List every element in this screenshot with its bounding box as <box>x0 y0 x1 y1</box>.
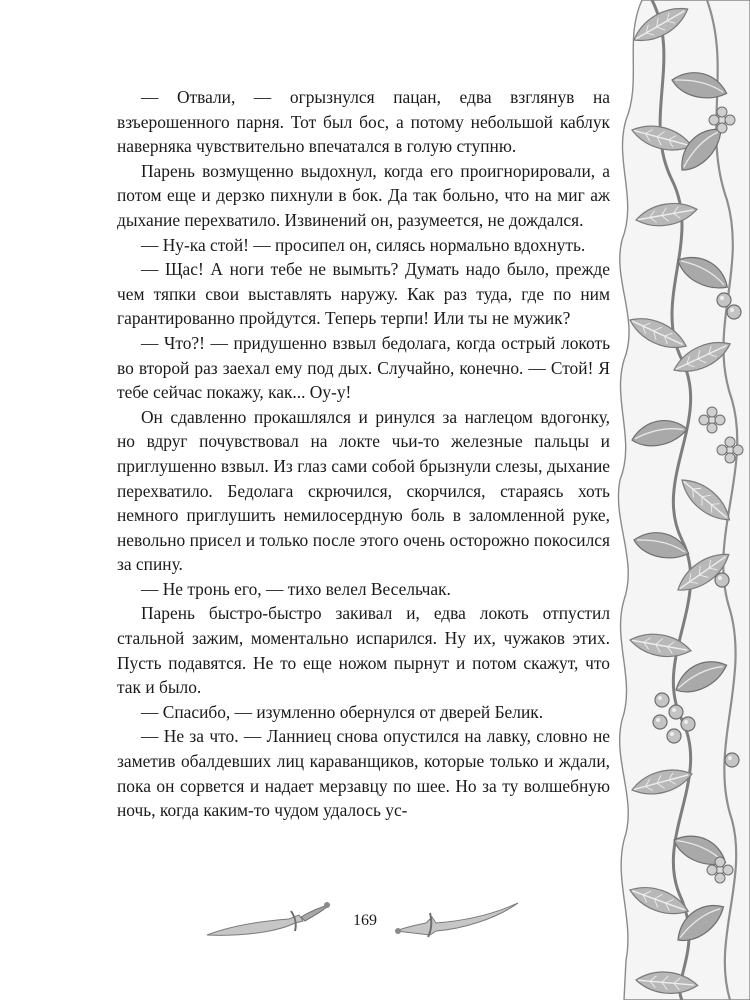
right-dagger-ornament <box>392 895 522 945</box>
paragraph: Он сдавленно прокашлялся и ринулся за наглецом вдогонку, но вдруг почувствовал на локте чьи-то железные пальцы и приглушенно взвыл. Из глаз сами собой брызнули слезы, дыхание перехватило. Бедолага скрючился, скорчился, стараясь хоть немного приглушить немилосердную боль в заломленной руке, невольно присел и только после этого очень осторожно покосился за спину. <box>117 406 610 575</box>
paragraph: Парень возмущенно выдохнул, когда его проигнорировали, а потом еще и дерзко пихнули в бок. Да так больно, что на миг аж дыхание перехватило. Извинений он, разумеется, не дождался. <box>117 160 610 230</box>
paragraph: — Спасибо, — изумленно обернулся от дверей Белик. <box>141 701 544 722</box>
paragraph: — Не за что. — Ланниец снова опустился на лавку, словно не заметив обалдевших лиц караванщиков, которые только и ждали, пока он сорвется и надает мерзавцу по шее. Но за ту волшебную ночь, когда каким-то чудом удалось ус- <box>117 726 610 821</box>
paragraph: — Не тронь его, — тихо велел Весельчак. <box>141 578 451 599</box>
paragraph: — Ну-ка стой! — просипел он, силясь нормально вдохнуть. <box>141 234 586 255</box>
paragraph: — Что?! — придушенно взвыл бедолага, когда острый локоть во второй раз заехал ему под дых. Случайно, конечно. — Стой! Я тебе сейчас покажу, как... Оу-у! <box>117 332 610 403</box>
page-number: 169 <box>353 912 377 929</box>
paragraph: — Щас! А ноги тебе не вымыть? Думать надо было, прежде чем тяпки свои выставлять наружу. Как раз туда, где по ним гарантированно пройдутся. Теперь терпи! Или ты не мужик? <box>117 259 610 329</box>
left-dagger-ornament <box>203 895 333 945</box>
body-text <box>117 85 610 823</box>
floral-border-ornament <box>612 0 750 1000</box>
paragraph: Парень быстро-быстро закивал и, едва локоть отпустил стальной зажим, моментально испарился. Ну их, чужаков этих. Пусть подавятся. Не то еще ножом пырнут и потом скажут, что так и было. <box>117 603 610 698</box>
paragraph: — Отвали, — огрызнулся пацан, едва взглянув на взъерошенного парня. Тот был бос, а потому небольшой каблук наверняка чувствительно впечатался в голую ступню. <box>117 87 610 157</box>
